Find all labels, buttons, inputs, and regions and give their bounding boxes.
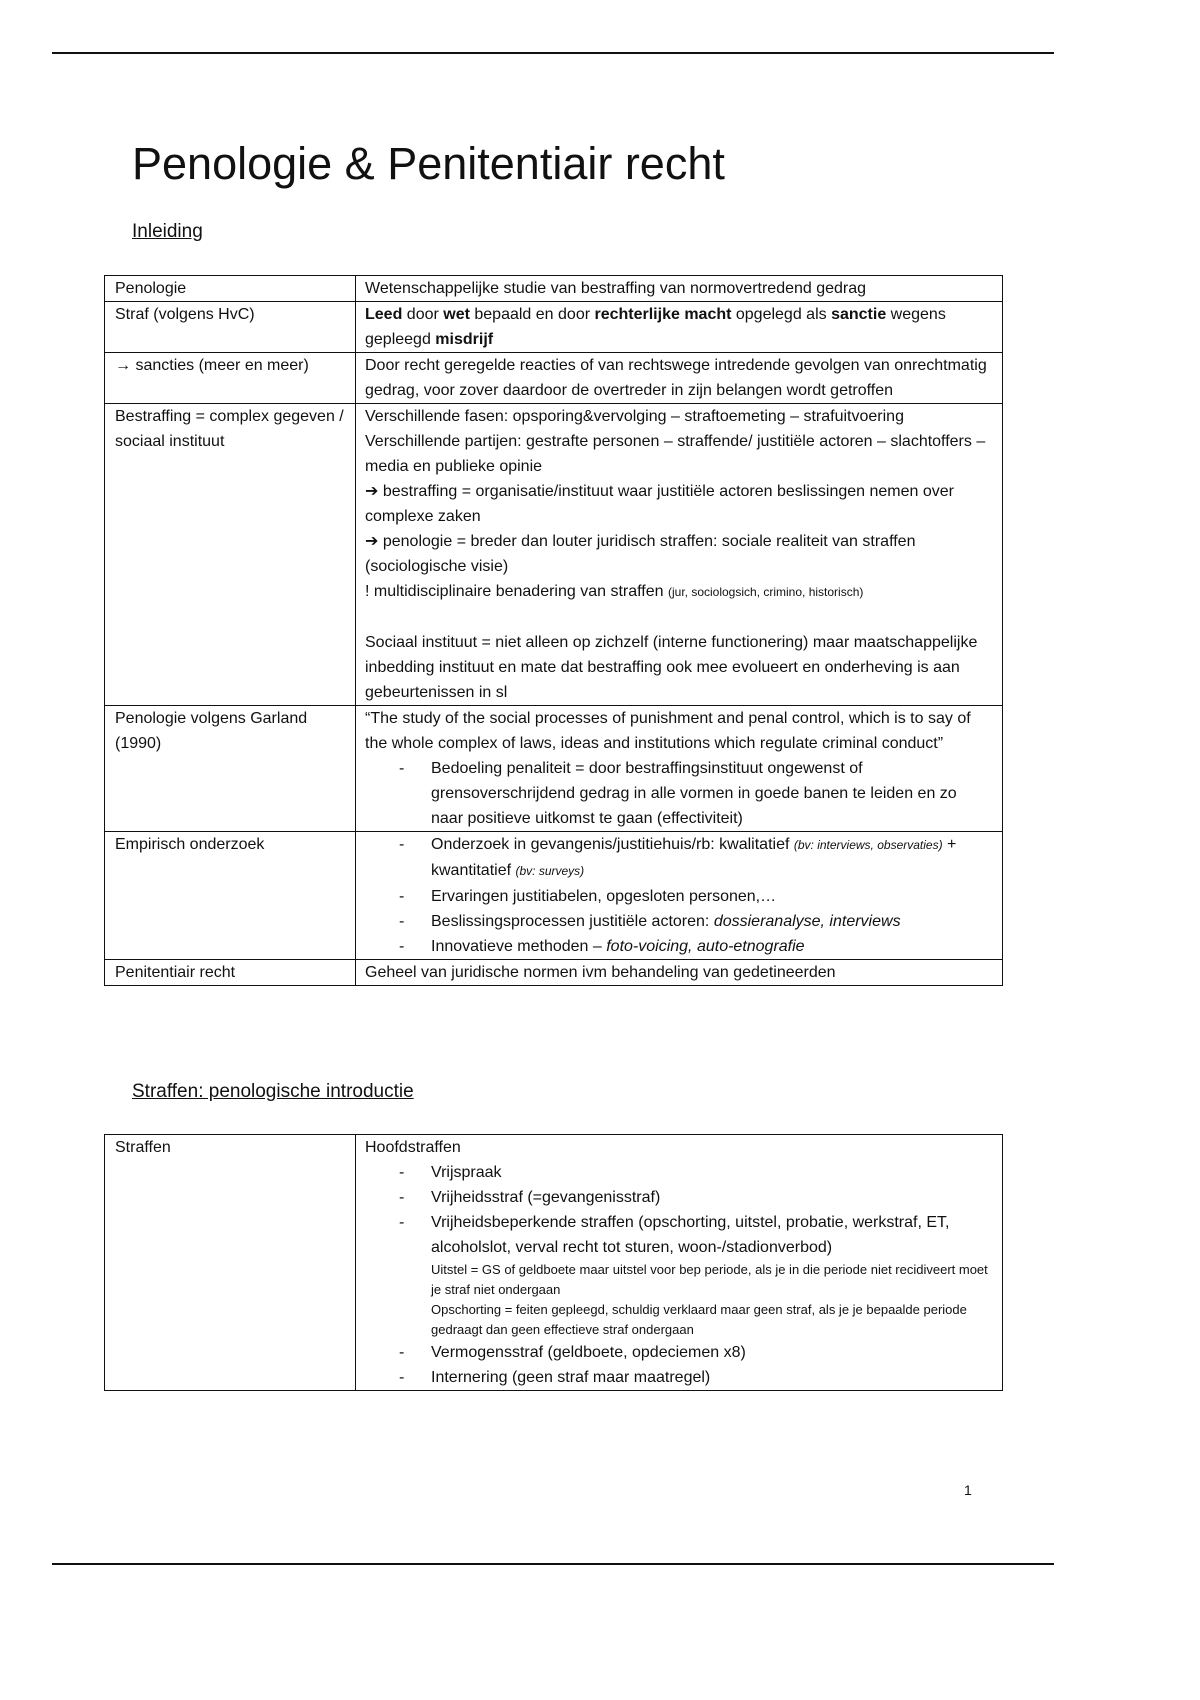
hoofdstraffen-heading: Hoofdstraffen <box>365 1139 461 1156</box>
list-item: - Innovatieve methoden – foto-voicing, auto-etnografie <box>431 934 993 959</box>
list-item: - Internering (geen straf maar maatregel) <box>431 1365 993 1390</box>
definition-cell: Geheel van juridische normen ivm behandeling van gedetineerden <box>356 960 1003 986</box>
note-uitstel: Uitstel = GS of geldboete maar uitstel voor bep periode, als je in die periode niet recidiveert moet je straf niet ondergaan <box>431 1262 988 1297</box>
list-item: - Beslissingsprocessen justitiële actoren: dossieranalyse, interviews <box>431 909 993 934</box>
definition-cell: Wetenschappelijke studie van bestraffing van normovertredend gedrag <box>356 276 1003 302</box>
page-number: 1 <box>964 1482 972 1498</box>
term-cell: → sancties (meer en meer) <box>105 353 356 404</box>
term-cell: Empirisch onderzoek <box>105 832 356 960</box>
line-partijen: Verschillende partijen: gestrafte personen – straffende/ justitiële actoren – slachtoffers – media en publieke opinie <box>365 433 986 475</box>
term-cell: Bestraffing = complex gegeven / sociaal instituut <box>105 404 356 706</box>
definition-cell <box>356 706 1003 832</box>
list-item: - Vermogensstraf (geldboete, opdeciemen x8) <box>431 1340 993 1365</box>
term-cell: Penitentiair recht <box>105 960 356 986</box>
line-multidisciplinair: ! multidisciplinaire benadering van straffen (jur, sociologsich, crimino, historisch) <box>365 583 864 600</box>
table-row <box>105 302 1003 353</box>
list-item: - Bedoeling penaliteit = door bestraffingsinstituut ongewenst of grensoverschrijdend gedrag in alle vormen in goede banen te leiden en zo naar positieve uitkomst te gaan (effectiviteit) <box>431 756 993 831</box>
definition-cell: Door recht geregelde reacties of van rechtswege intredende gevolgen van onrechtmatig gedrag, voor zover daardoor de overtreder in zijn belangen wordt getroffen <box>356 353 1003 404</box>
list-item: - Onderzoek in gevangenis/justitiehuis/rb: kwalitatief (bv: interviews, observaties) + kwantitatief (bv: surveys) <box>431 832 993 884</box>
table-row <box>105 706 1003 832</box>
term-cell: Straf (volgens HvC) <box>105 302 356 353</box>
term-cell: Penologie volgens Garland (1990) <box>105 706 356 832</box>
inleiding-table <box>104 275 1003 986</box>
definition-cell <box>356 1135 1003 1391</box>
term-cell: Straffen <box>105 1135 356 1391</box>
arrow-right-icon: ➔ <box>365 483 379 500</box>
section-heading-inleiding: Inleiding <box>132 221 203 242</box>
section-heading-straffen: Straffen: penologische introductie <box>132 1081 414 1102</box>
bullet-list <box>365 1160 993 1390</box>
list-item: - Vrijheidsstraf (=gevangenisstraf) <box>431 1185 993 1210</box>
bottom-rule <box>52 1563 1054 1565</box>
line-sociaal-instituut: Sociaal instituut = niet alleen op zichzelf (interne functionering) maar maatschappelijke inbedding instituut en mate dat bestraffing ook mee evolueert en onderheving is aan gebeurtenissen in sl <box>365 634 978 701</box>
table-row <box>105 353 1003 404</box>
straffen-table <box>104 1134 1003 1391</box>
definition-cell: Leed door wet bepaald en door rechterlijke macht opgelegd als sanctie wegens gepleegd misdrijf <box>356 302 1003 353</box>
table-row <box>105 276 1003 302</box>
table-row <box>105 404 1003 706</box>
garland-quote: “The study of the social processes of punishment and penal control, which is to say of the whole complex of laws, ideas and institutions which regulate criminal conduct” <box>365 710 971 752</box>
page-title: Penologie & Penitentiair recht <box>132 138 725 189</box>
line-penologie: ➔ penologie = breder dan louter juridisch straffen: sociale realiteit van straffen (sociologische visie) <box>365 533 916 575</box>
top-rule <box>52 52 1054 54</box>
table-row <box>105 1135 1003 1391</box>
table-row <box>105 832 1003 960</box>
line-fasen: Verschillende fasen: opsporing&vervolging – straftoemeting – strafuitvoering <box>365 408 904 425</box>
line-bestraffing: ➔ bestraffing = organisatie/instituut waar justitiële actoren beslissingen nemen over complexe zaken <box>365 483 954 525</box>
list-item: - Vrijheidsbeperkende straffen (opschorting, uitstel, probatie, werkstraf, ET, alcoholslot, verval recht tot sturen, woon-/stadionverbod) Uitstel = GS of geldboete maar uitstel voor bep periode, als je in die periode niet recidiveert moet je straf niet ondergaan Opschorting = feiten gepleegd, schuldig verklaard maar geen straf, als je je bepaalde periode gedraagt dan geen effectieve straf ondergaan <box>431 1210 993 1340</box>
bullet-list <box>365 756 993 831</box>
arrow-right-icon: ➔ <box>365 533 379 550</box>
list-item: - Ervaringen justitiabelen, opgesloten personen,… <box>431 884 993 909</box>
note-opschorting: Opschorting = feiten gepleegd, schuldig verklaard maar geen straf, als je je bepaalde periode gedraagt dan geen effectieve straf ondergaan <box>431 1302 967 1337</box>
definition-cell <box>356 404 1003 706</box>
bullet-list <box>365 832 993 959</box>
term-cell: Penologie <box>105 276 356 302</box>
definition-cell <box>356 832 1003 960</box>
table-row <box>105 960 1003 986</box>
list-item: - Vrijspraak <box>431 1160 993 1185</box>
